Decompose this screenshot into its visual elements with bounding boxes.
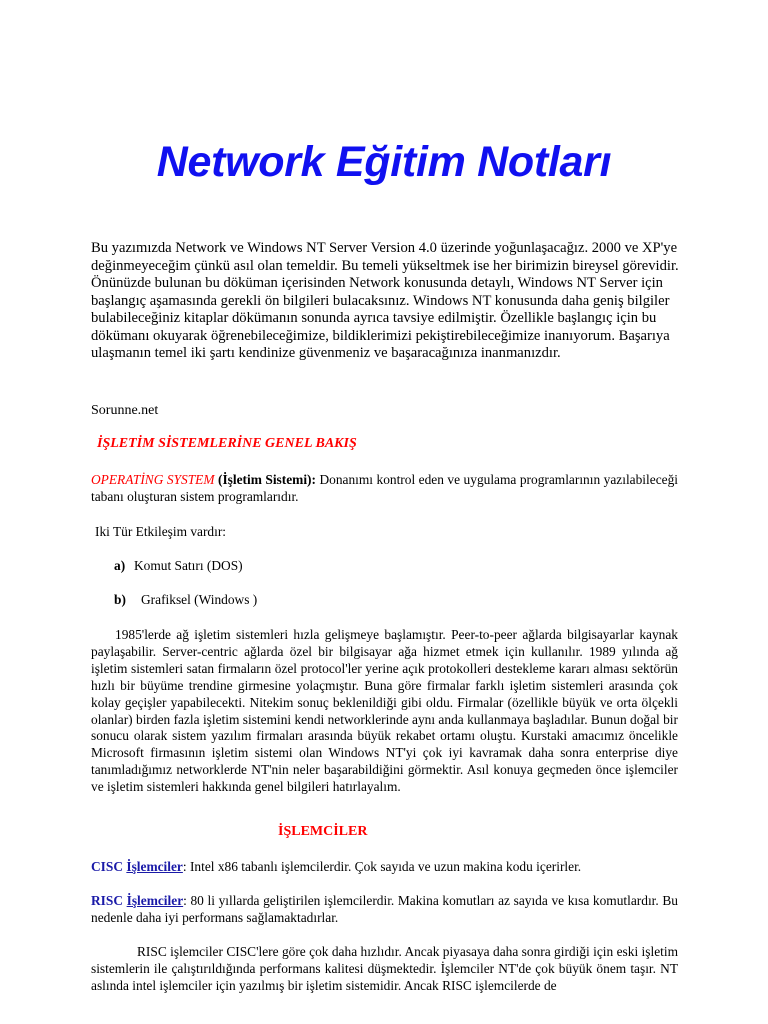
list-item-b: [114, 592, 257, 609]
list-item-text: Komut Satırı (DOS): [134, 558, 243, 573]
interaction-intro: Iki Tür Etkileşim vardır:: [95, 524, 227, 539]
cisc-paragraph: [91, 859, 678, 876]
source-text: Sorunne.net: [91, 403, 159, 418]
os-term: OPERATİNG SYSTEM: [91, 472, 215, 487]
os-term-translation: (İşletim Sistemi):: [218, 472, 316, 487]
section-heading-os: İŞLETİM SİSTEMLERİNE GENEL BAKIŞ: [97, 436, 357, 451]
list-item-label: a): [114, 558, 126, 573]
risc-detail-paragraph: RISC işlemciler CISC'lere göre çok daha hızlıdır. Ancak piyasaya daha sonra girdiği için eski işletim sistemlerin ile çalıştırıldığında performans kalitesi düşmektedir. İşlemciler NT'de çok büyük önem taşır. NT aslında intel işlemciler için yazılmış bir işletim sistemidir. Ancak RISC işlemcilerde de: [91, 944, 678, 993]
section-heading-processors: İŞLEMCİLER: [278, 824, 368, 839]
list-item-label: b): [114, 592, 126, 607]
document-title: Network Eğitim Notları: [156, 138, 612, 186]
os-definition-paragraph: [91, 472, 678, 506]
list-item-text: Grafiksel (Windows ): [141, 592, 258, 607]
os-definition-text: Donanımı kontrol eden ve uygulama programlarının yazılabileceği tabanı oluşturan sistem programlarıdır.: [91, 472, 678, 504]
list-item-a: [114, 558, 243, 575]
risc-paragraph: [91, 893, 678, 927]
cisc-term: CISC İşlemciler: [91, 859, 183, 874]
history-paragraph: 1985'lerde ağ işletim sistemleri hızla gelişmeye başlamıştır. Peer-to-peer ağlarda bilgisayarlar kaynak paylaşabilir. Server-centric ağlarda özel bir bilgisayar ağa hizmet etmek için kullanılır. 1989 yılında ağ işletim sistemleri satan firmaların özel protocol'ler yerine açık protokolleri destekleme kararı alması sektörün hızlı bir büyüme trendine girmesine yolaçmıştır. Buna göre firmalar farklı işletim sistemleri arasında çok kolay geçişler yapabilecekti. Nitekim sonuç beklenildiği gibi oldu. Firmalar (özellikle büyük ve orta ölçekli olanlar) birden fazla işletim sistemini kendi networklerinde aynı anda kullanmaya başladılar. Bunun doğal bir sonucu olarak sistem yazılım firmaları arasında büyük rekabet ortamı oluştu. Kurstaki amacımız öncelikle Microsoft firmasının işletim sistemi olan Windows NT'yi çok iyi kavramak daha sonra enterprise diye tanımladığımız networklerde NT'nin neler başarabildiğini görmektir. Asıl konuya geçmeden önce işlemciler ve işletim sistemleri hakkında genel bilgileri hatırlayalım.: [91, 627, 678, 795]
cisc-text: : Intel x86 tabanlı işlemcilerdir. Çok sayıda ve uzun makina kodu içerirler.: [182, 859, 582, 874]
risc-term: RISC İşlemciler: [91, 893, 184, 908]
intro-paragraph: Bu yazımızda Network ve Windows NT Server Version 4.0 üzerinde yoğunlaşacağız. 2000 ve XP'ye değinmeyeceğim çünkü asıl olan temeldir. Bu temeli yükseltmek ise her birimizin bireysel görevidir. Önünüzde bulunan bu döküman içerisinden Network konusunda detaylı, Windows NT Server için başlangıç aşamasında gerekli ön bilgileri bulacaksınız. Windows NT konusunda daha geniş bilgiler bulabileceğiniz kitaplar dökümanın sonunda ayrıca tavsiye edilmiştir. Özellikle başlangıç için bu dökümanı okuyarak öğrenebileceğimize, bildiklerimizi pekiştirebileceğimize inanıyorum. Başarıya ulaşmanın temel iki şartı kendinize güvenmeniz ve başaracağınıza inanmanızdır.: [91, 240, 679, 361]
risc-text: : 80 li yıllarda geliştirilen işlemcilerdir. Makina komutları az sayıda ve kısa komutlardır. Bu nedenle daha iyi performans sağlamaktadırlar.: [91, 893, 678, 925]
